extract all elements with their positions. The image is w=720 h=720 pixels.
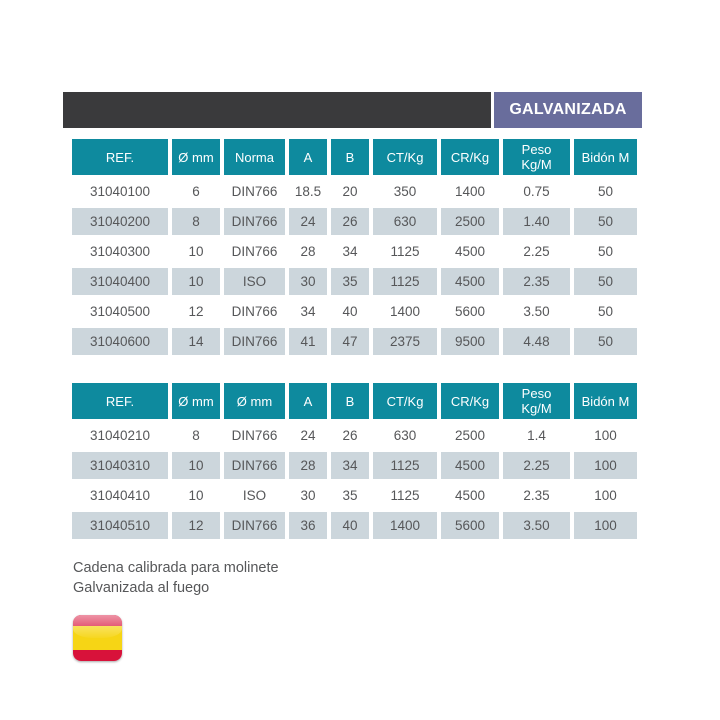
table-cell: 3.50	[503, 512, 570, 539]
table-cell: 31040300	[72, 238, 168, 265]
table-cell: 4500	[441, 482, 499, 509]
table-cell: 4.48	[503, 328, 570, 355]
table-cell: 2.35	[503, 268, 570, 295]
table-cell: 34	[331, 238, 369, 265]
table-cell: 31040210	[72, 422, 168, 449]
table-cell: 50	[574, 238, 637, 265]
table-cell: 35	[331, 482, 369, 509]
column-header: Bidón M	[574, 383, 637, 419]
table-cell: 2500	[441, 208, 499, 235]
table-cell: DIN766	[224, 178, 285, 205]
column-header: Bidón M	[574, 139, 637, 175]
table-cell: 8	[172, 208, 220, 235]
table-cell: DIN766	[224, 208, 285, 235]
table-cell: 50	[574, 328, 637, 355]
column-header: CR/Kg	[441, 383, 499, 419]
table-cell: 14	[172, 328, 220, 355]
table-cell: 630	[373, 208, 437, 235]
column-header: B	[331, 139, 369, 175]
table-cell: 1125	[373, 452, 437, 479]
table-row	[72, 512, 637, 539]
column-header: Ø mm	[224, 383, 285, 419]
table-cell: 1400	[441, 178, 499, 205]
table-cell: 36	[289, 512, 327, 539]
table-cell: 1.40	[503, 208, 570, 235]
table-cell: 1125	[373, 482, 437, 509]
table-row	[72, 238, 637, 265]
table-cell: 26	[331, 208, 369, 235]
table-cell: 40	[331, 298, 369, 325]
table-cell: 0.75	[503, 178, 570, 205]
table-cell: 1400	[373, 512, 437, 539]
table-cell: 31040200	[72, 208, 168, 235]
table-cell: 4500	[441, 268, 499, 295]
table-cell: 28	[289, 452, 327, 479]
table-cell: 40	[331, 512, 369, 539]
table-cell: 35	[331, 268, 369, 295]
column-header: A	[289, 139, 327, 175]
table-cell: 31040510	[72, 512, 168, 539]
table-cell: 26	[331, 422, 369, 449]
table-cell: 100	[574, 512, 637, 539]
table-cell: 2.35	[503, 482, 570, 509]
table-cell: 31040600	[72, 328, 168, 355]
table-cell: 24	[289, 208, 327, 235]
column-header: B	[331, 383, 369, 419]
table-cell: 47	[331, 328, 369, 355]
table-cell: 1400	[373, 298, 437, 325]
table-cell: DIN766	[224, 422, 285, 449]
table-cell: 31040400	[72, 268, 168, 295]
table-cell: 50	[574, 208, 637, 235]
table-cell: 630	[373, 422, 437, 449]
table-cell: 41	[289, 328, 327, 355]
column-header: Ø mm	[172, 383, 220, 419]
column-header: Peso Kg/M	[503, 139, 570, 175]
table-cell: 50	[574, 178, 637, 205]
table-cell: 34	[331, 452, 369, 479]
table-row	[72, 208, 637, 235]
table-cell: 2.25	[503, 238, 570, 265]
section-title: GALVANIZADA	[494, 92, 642, 128]
table-cell: 100	[574, 452, 637, 479]
table-cell: 4500	[441, 452, 499, 479]
table-cell: 1.4	[503, 422, 570, 449]
table-cell: ISO	[224, 482, 285, 509]
table-cell: DIN766	[224, 238, 285, 265]
table-cell: 5600	[441, 298, 499, 325]
table-cell: 31040410	[72, 482, 168, 509]
column-header: A	[289, 383, 327, 419]
table-cell: 12	[172, 298, 220, 325]
table-row	[72, 482, 637, 509]
table-row	[72, 452, 637, 479]
table-cell: 10	[172, 452, 220, 479]
table-cell: 4500	[441, 238, 499, 265]
table-cell: 28	[289, 238, 327, 265]
section-banner	[63, 92, 642, 128]
column-header: CT/Kg	[373, 383, 437, 419]
table-cell: 31040100	[72, 178, 168, 205]
spec-table-bidon-100	[68, 380, 641, 542]
table-row	[72, 178, 637, 205]
banner-bar	[63, 92, 491, 128]
table-cell: 2500	[441, 422, 499, 449]
table-cell: 10	[172, 238, 220, 265]
table-cell: 10	[172, 482, 220, 509]
table-cell: 5600	[441, 512, 499, 539]
table-cell: 6	[172, 178, 220, 205]
table-cell: 50	[574, 268, 637, 295]
header-row	[72, 139, 637, 175]
table-cell: 3.50	[503, 298, 570, 325]
note-line: Galvanizada al fuego	[73, 580, 210, 596]
table-row	[72, 268, 637, 295]
table-cell: 18.5	[289, 178, 327, 205]
table-cell: ISO	[224, 268, 285, 295]
header-row	[72, 383, 637, 419]
table-cell: 31040500	[72, 298, 168, 325]
table-cell: 2.25	[503, 452, 570, 479]
table-cell: 10	[172, 268, 220, 295]
table-cell: 34	[289, 298, 327, 325]
table-cell: 8	[172, 422, 220, 449]
table-cell: 1125	[373, 268, 437, 295]
spain-flag-icon	[73, 615, 122, 661]
table-cell: DIN766	[224, 512, 285, 539]
table-row	[72, 422, 637, 449]
flag-gloss	[73, 615, 122, 638]
table-cell: DIN766	[224, 298, 285, 325]
column-header: CT/Kg	[373, 139, 437, 175]
content-area	[63, 92, 642, 661]
table-cell: 24	[289, 422, 327, 449]
table-cell: 12	[172, 512, 220, 539]
table-cell: 350	[373, 178, 437, 205]
table-cell: 9500	[441, 328, 499, 355]
table-cell: 31040310	[72, 452, 168, 479]
table-cell: 30	[289, 482, 327, 509]
table-cell: 100	[574, 422, 637, 449]
table-row	[72, 328, 637, 355]
column-header: CR/Kg	[441, 139, 499, 175]
table-cell: DIN766	[224, 452, 285, 479]
column-header: Norma	[224, 139, 285, 175]
column-header: REF.	[72, 139, 168, 175]
spec-table-bidon-50	[68, 136, 641, 358]
column-header: Peso Kg/M	[503, 383, 570, 419]
table-cell: 2375	[373, 328, 437, 355]
table-cell: DIN766	[224, 328, 285, 355]
table-cell: 20	[331, 178, 369, 205]
column-header: Ø mm	[172, 139, 220, 175]
note-line: Cadena calibrada para molinete	[73, 560, 279, 576]
table-row	[72, 298, 637, 325]
product-notes	[73, 558, 642, 598]
table-cell: 1125	[373, 238, 437, 265]
table-cell: 100	[574, 482, 637, 509]
table-cell: 30	[289, 268, 327, 295]
table-cell: 50	[574, 298, 637, 325]
column-header: REF.	[72, 383, 168, 419]
